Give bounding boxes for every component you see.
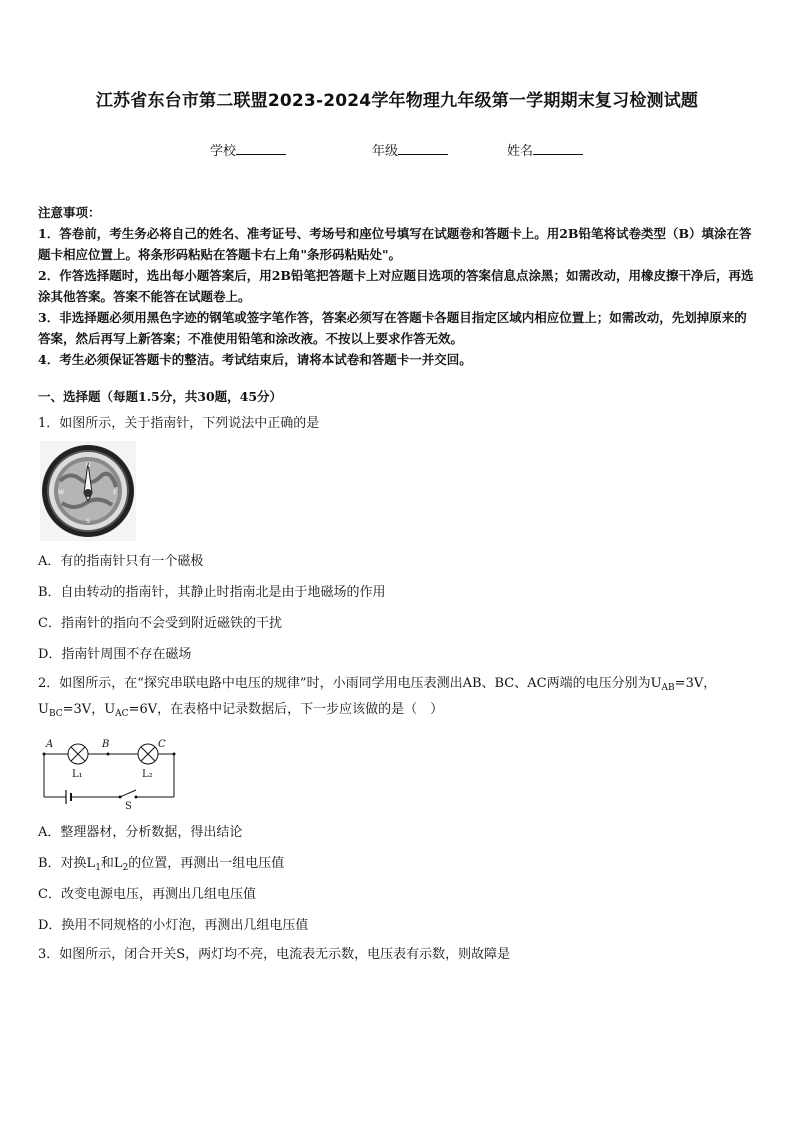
grade-label: 年级 bbox=[372, 144, 399, 159]
compass-letter-w: W bbox=[58, 489, 64, 496]
note-item: 3．非选择题必须用黑色字迹的钢笔或签字笔作答，答案必须写在答题卡各题目指定区域内相应位置上；如需改动，先划掉原来的答案，然后再写上新答案；不准使用铅笔和涂改液。不按以上要求作答无效。 bbox=[38, 310, 747, 346]
q2-sub: AC bbox=[115, 709, 129, 719]
circuit-label-l1: L₁ bbox=[72, 769, 83, 780]
q2-option-b bbox=[38, 852, 284, 873]
q2-option-a: A．整理器材，分析数据，得出结论 bbox=[38, 825, 243, 840]
section-heading: 一、选择题（每题1.5分，共30题，45分） bbox=[38, 389, 283, 404]
school-blank bbox=[236, 142, 286, 155]
q2-sub: AB bbox=[661, 683, 675, 693]
note-item: 1．答卷前，考生务必将自己的姓名、准考证号、考场号和座位号填写在试题卷和答题卡上。用2B铅笔将试卷类型（B）填涂在答题卡相应位置上。将条形码粘贴在答题卡右上角"条形码粘贴处"。 bbox=[38, 226, 752, 262]
circuit-label-l2: L₂ bbox=[142, 769, 153, 780]
name-blank bbox=[533, 142, 583, 155]
q2-option-b-part: 和L bbox=[100, 856, 123, 871]
compass-image bbox=[40, 441, 136, 541]
school-label: 学校 bbox=[210, 144, 237, 159]
q2-option-b-sub: 2 bbox=[122, 863, 129, 873]
q2-stem-part: =3V， bbox=[674, 676, 717, 691]
q2-stem-part: 2．如图所示，在“探究串联电路中电压的规律”时，小雨同学用电压表测出AB、BC、AC两端的电压分别为U bbox=[38, 676, 662, 691]
circuit-label-a: A bbox=[46, 739, 54, 750]
name-field bbox=[507, 140, 583, 159]
circuit-label-b: B bbox=[102, 739, 110, 750]
q2-stem-part: =6V，在表格中记录数据后，下一步应该做的是（ ） bbox=[128, 702, 444, 717]
grade-field bbox=[372, 140, 448, 159]
q1-option-b: B．自由转动的指南针，其静止时指南北是由于地磁场的作用 bbox=[38, 585, 386, 600]
name-label: 姓名 bbox=[507, 144, 534, 159]
q2-stem-part: =3V，U bbox=[62, 702, 116, 717]
q2-sub: BC bbox=[48, 709, 63, 719]
note-item: 2．作答选择题时，选出每小题答案后，用2B铅笔把答题卡上对应题目选项的答案信息点涂黑；如需改动，用橡皮擦干净后，再选涂其他答案。答案不能答在试题卷上。 bbox=[38, 268, 754, 304]
q2-option-b-part: 的位置，再测出一组电压值 bbox=[128, 856, 285, 871]
school-field bbox=[210, 140, 286, 159]
circuit-label-c: C bbox=[158, 739, 166, 750]
compass-letter-e: E bbox=[113, 489, 117, 496]
circuit-diagram bbox=[38, 735, 178, 810]
question-1-stem: 1．如图所示，关于指南针，下列说法中正确的是 bbox=[38, 416, 320, 431]
notes-block bbox=[38, 202, 758, 370]
grade-blank bbox=[398, 142, 448, 155]
q1-option-d: D．指南针周围不存在磁场 bbox=[38, 647, 192, 662]
notes-heading: 注意事项： bbox=[38, 205, 101, 220]
circuit-label-s: S bbox=[125, 801, 132, 810]
q2-option-c: C．改变电源电压，再测出几组电压值 bbox=[38, 887, 256, 902]
question-3-stem: 3．如图所示，闭合开关S，两灯均不亮，电流表无示数，电压表有示数，则故障是 bbox=[38, 947, 511, 962]
compass-letter-s: S bbox=[86, 518, 90, 525]
q2-stem-part: U bbox=[38, 702, 49, 717]
question-2-stem bbox=[38, 673, 758, 725]
q1-option-a: A．有的指南针只有一个磁极 bbox=[38, 554, 204, 569]
q2-option-d: D．换用不同规格的小灯泡，再测出几组电压值 bbox=[38, 918, 309, 933]
compass-letter-n: N bbox=[85, 462, 91, 469]
q2-option-b-sub: 1 bbox=[95, 863, 101, 873]
page-title: 江苏省东台市第二联盟2023-2024学年物理九年级第一学期期末复习检测试题 bbox=[95, 91, 699, 111]
q1-option-c: C．指南针的指向不会受到附近磁铁的干扰 bbox=[38, 616, 282, 631]
q2-option-b-part: B．对换L bbox=[38, 856, 96, 871]
note-item: 4．考生必须保证答题卡的整洁。考试结束后，请将本试卷和答题卡一并交回。 bbox=[38, 352, 472, 367]
